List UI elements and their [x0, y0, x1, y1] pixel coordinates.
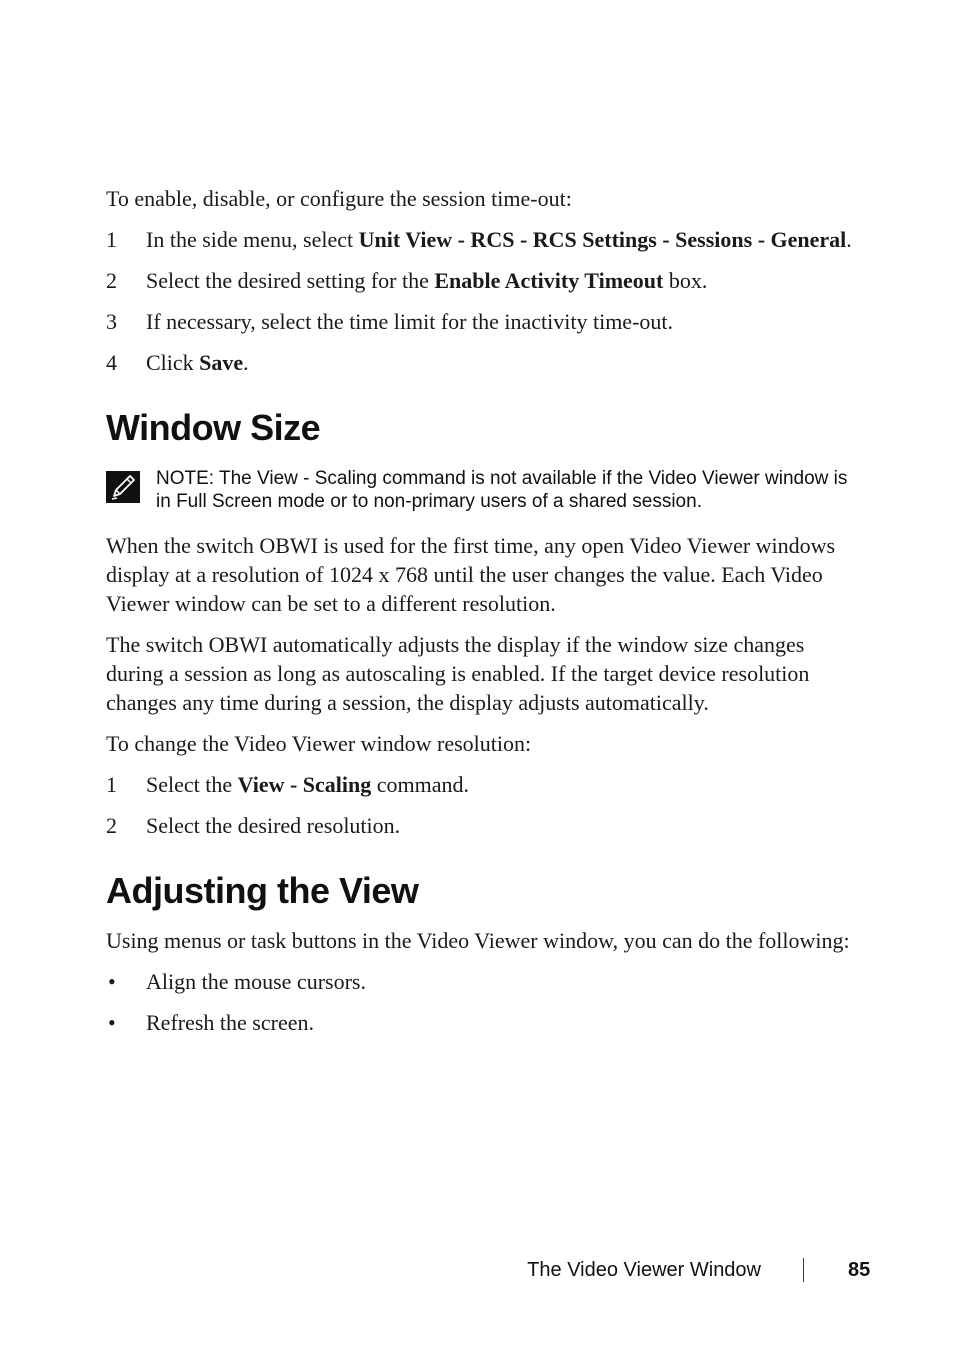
note-body: The View - Scaling command is not available if the Video Viewer window is in Full Screen mode or to non-primary users of a shared session. [156, 468, 848, 512]
resolution-steps [106, 770, 866, 840]
paragraph: When the switch OBWI is used for the first time, any open Video Viewer windows display at a resolution of 1024 x 768 until the user changes the value. Each Video Viewer window can be set to a different resolution. [106, 533, 836, 616]
step-command: Enable Activity Timeout [434, 268, 664, 293]
step-text: Select the [146, 772, 238, 797]
step-command: Unit View - RCS - RCS Settings - Sessions - General [358, 227, 847, 252]
step-text-end: . [846, 227, 852, 252]
step-text: Select the desired resolution. [146, 813, 401, 838]
bullet-icon: • [108, 1010, 116, 1035]
step-text: Select the desired setting for the [146, 268, 435, 293]
bullet-icon: • [108, 969, 116, 994]
step-command: View - Scaling [237, 772, 372, 797]
step-item [106, 348, 866, 377]
step-item [106, 266, 866, 295]
step-text: If necessary, select the time limit for the inactivity time-out. [146, 309, 674, 334]
pencil-note-icon [106, 471, 140, 503]
step-item [106, 307, 866, 336]
step-item [106, 225, 866, 254]
footer-divider [803, 1258, 804, 1282]
paragraph: The switch OBWI automatically adjusts the display if the window size changes during a session as long as autoscaling is enabled. If the target device resolution changes any time during a session, the display adjusts automatically. [106, 632, 810, 715]
step-item [106, 770, 866, 799]
footer-chapter-title: The Video Viewer Window [527, 1259, 761, 1281]
bullet-list [106, 967, 866, 1037]
step-text: In the side menu, select [146, 227, 359, 252]
step-text-end: . [243, 350, 249, 375]
step-number: 2 [106, 813, 117, 838]
step-number: 1 [106, 772, 117, 797]
section-heading-adjusting-view: Adjusting the View [106, 870, 419, 911]
note-text [156, 467, 866, 513]
step-command: Save [199, 350, 244, 375]
intro-paragraph: To enable, disable, or configure the session time-out: [106, 186, 572, 211]
page-content [106, 184, 866, 1049]
step-number: 1 [106, 227, 117, 252]
list-item [106, 1008, 866, 1037]
list-item [106, 967, 866, 996]
bullet-text: Refresh the screen. [146, 1010, 314, 1035]
paragraph: To change the Video Viewer window resolution: [106, 731, 532, 756]
step-number: 2 [106, 268, 117, 293]
step-text: Click [146, 350, 200, 375]
section-heading-window-size: Window Size [106, 407, 321, 448]
step-item [106, 811, 866, 840]
note-box [106, 467, 866, 513]
paragraph: Using menus or task buttons in the Video Viewer window, you can do the following: [106, 928, 850, 953]
step-text-end: box. [663, 268, 708, 293]
note-label: NOTE: [156, 468, 215, 489]
step-number: 3 [106, 309, 117, 334]
step-text-end: command. [371, 772, 470, 797]
bullet-text: Align the mouse cursors. [146, 969, 366, 994]
step-number: 4 [106, 350, 117, 375]
page-number: 85 [848, 1259, 871, 1281]
page-footer [0, 1256, 954, 1286]
session-timeout-steps [106, 225, 866, 377]
